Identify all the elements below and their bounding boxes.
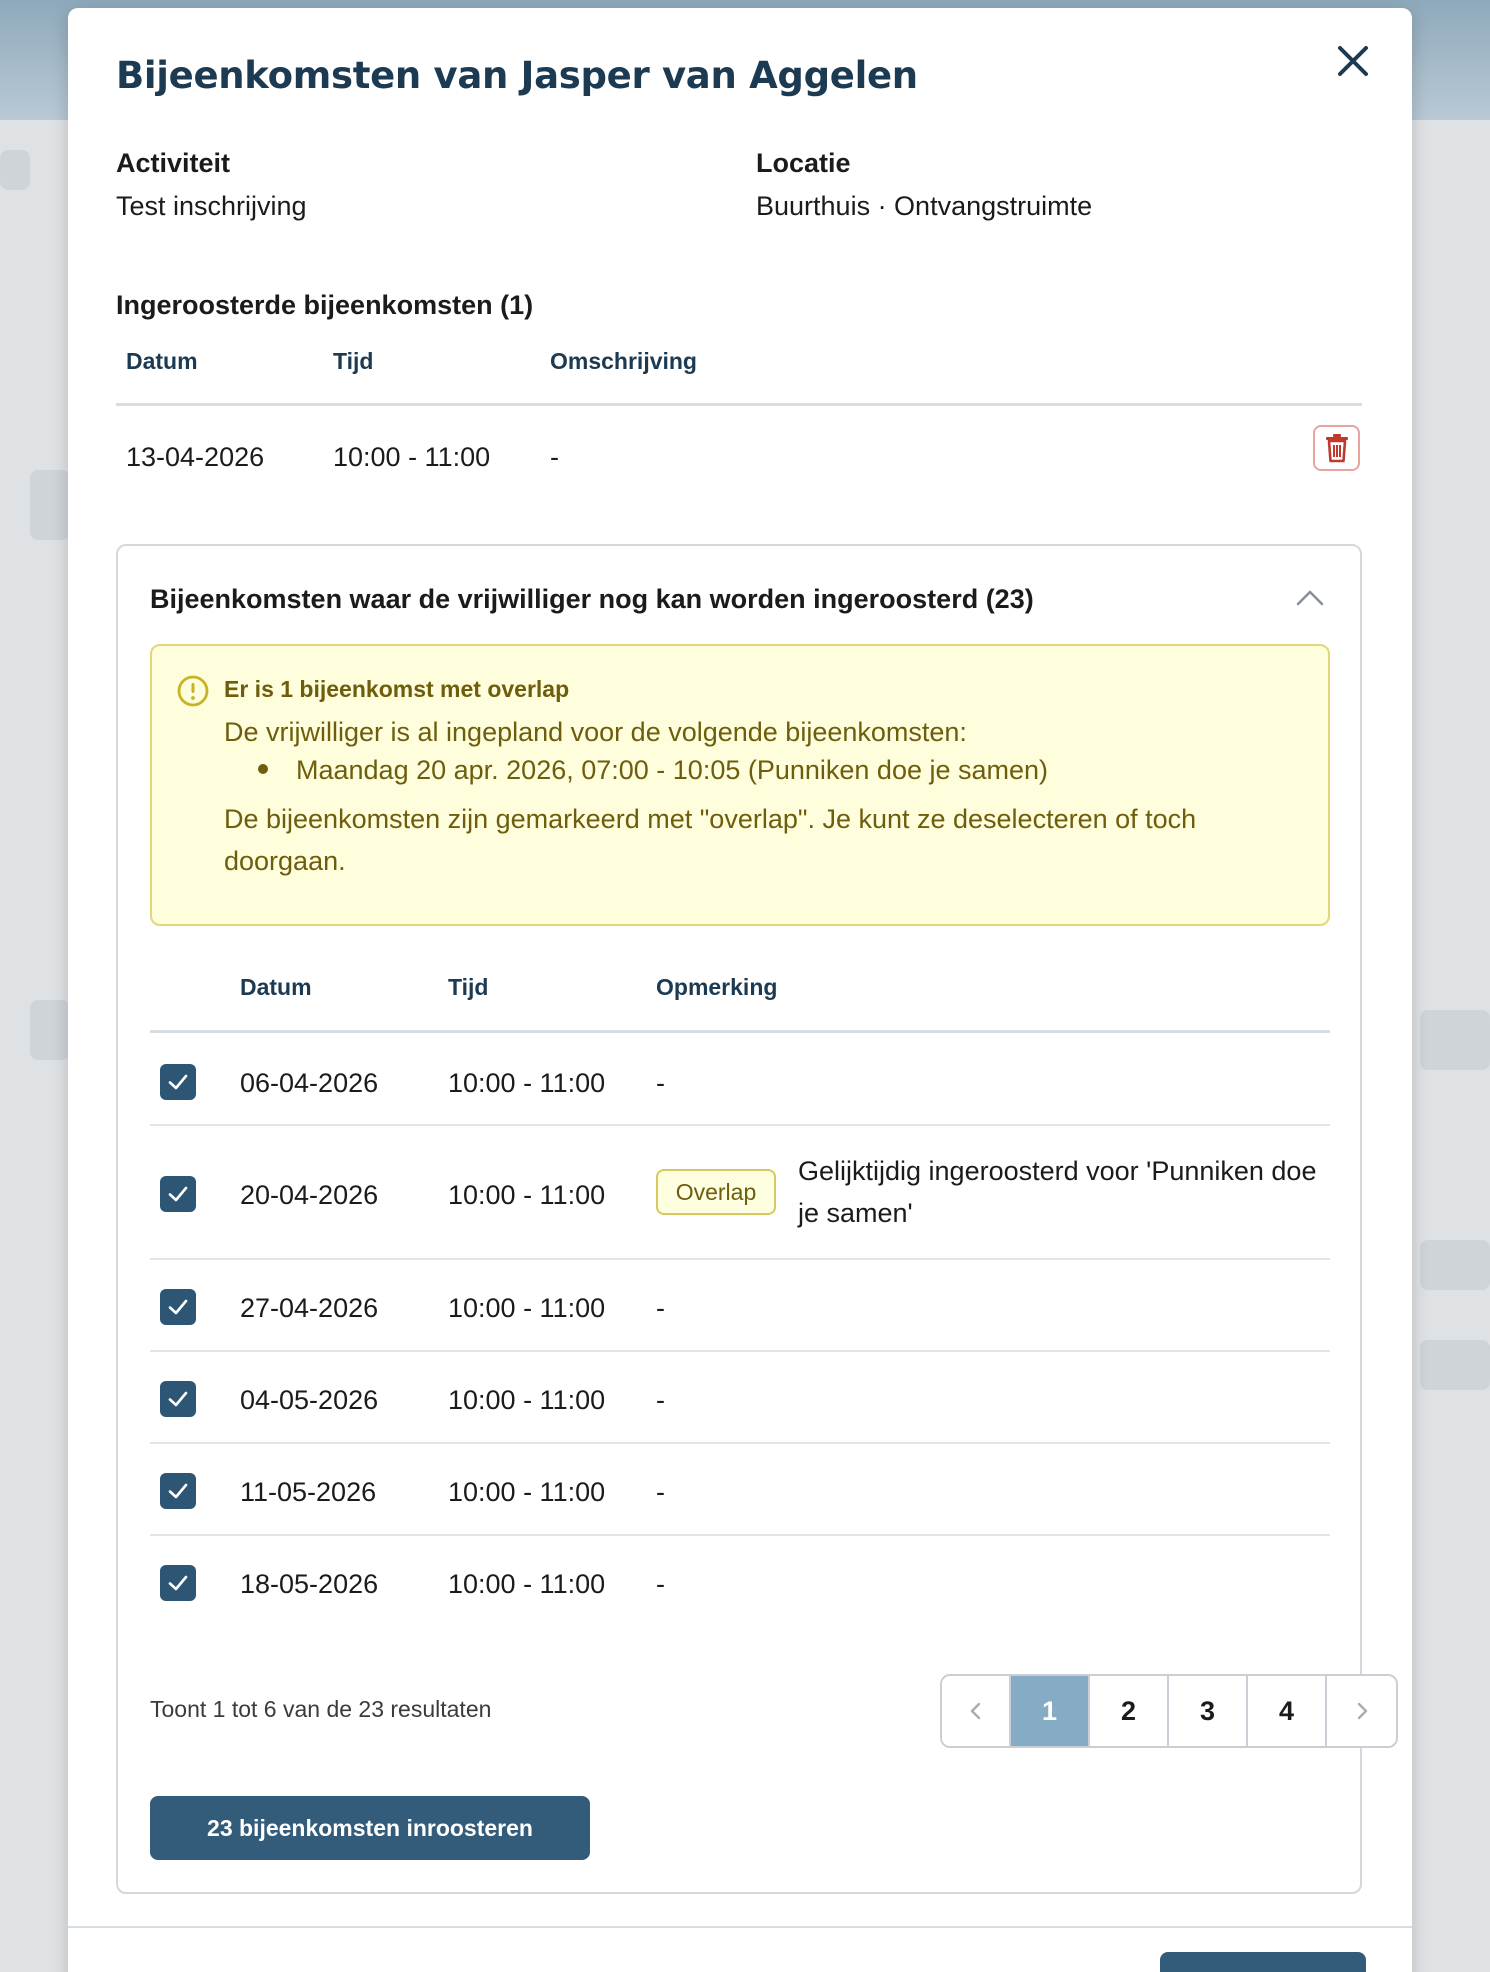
overlap-badge: Overlap (656, 1169, 776, 1215)
scheduled-row-time: 10:00 - 11:00 (333, 442, 491, 472)
pagination-page-4[interactable]: 4 (1248, 1676, 1327, 1746)
row-remark: - (656, 1569, 665, 1599)
row-remark: - (656, 1477, 665, 1507)
scheduled-col-time: Tijd (333, 348, 374, 374)
available-heading: Bijeenkomsten waar de vrijwilliger nog kan worden ingeroosterd (23) (150, 584, 1034, 614)
backdrop-block (30, 1000, 70, 1060)
chevron-left-icon (964, 1699, 988, 1723)
scheduled-row-date: 13-04-2026 (126, 442, 265, 472)
alert-footer-line1: De bijeenkomsten zijn gemarkeerd met "overlap". Je kunt ze deselecteren of toch (224, 804, 1197, 834)
available-meetings-panel (116, 544, 1362, 1894)
row-remark: Gelijktijdig ingeroosterd voor 'Punniken doe je samen' (798, 1156, 1317, 1228)
meetings-modal (68, 8, 1412, 1972)
row-checkbox[interactable] (160, 1064, 196, 1100)
row-checkbox[interactable] (160, 1565, 196, 1601)
row-checkbox[interactable] (160, 1381, 196, 1417)
close-icon (1330, 38, 1376, 84)
alert-bullet-item: Maandag 20 apr. 2026, 07:00 - 10:05 (Punniken doe je samen) (296, 755, 1049, 785)
backdrop-block (30, 470, 70, 540)
scheduled-col-date: Datum (126, 348, 198, 374)
pagination-page-2[interactable]: 2 (1090, 1676, 1169, 1746)
activity-value: Test inschrijving (116, 191, 307, 221)
row-date: 06-04-2026 (240, 1068, 379, 1098)
pagination-page-1[interactable]: 1 (1011, 1676, 1090, 1746)
scheduled-header-rule (116, 403, 1362, 406)
pagination-prev-button[interactable] (942, 1676, 1011, 1746)
close-button[interactable] (1330, 38, 1376, 84)
backdrop-block (1420, 1010, 1490, 1070)
backdrop-block (1420, 1340, 1490, 1390)
bullet-dot (258, 764, 268, 774)
row-date: 20-04-2026 (240, 1180, 379, 1210)
row-time: 10:00 - 11:00 (448, 1477, 606, 1507)
pagination-page-3[interactable]: 3 (1169, 1676, 1248, 1746)
alert-intro: De vrijwilliger is al ingepland voor de volgende bijeenkomsten: (224, 717, 967, 747)
pagination-next-button[interactable] (1327, 1676, 1396, 1746)
available-col-time: Tijd (448, 974, 489, 1000)
collapse-panel-button[interactable] (1290, 578, 1330, 618)
checkmark-icon (166, 1295, 190, 1319)
exclamation-circle-icon (176, 674, 210, 708)
row-divider (150, 1534, 1330, 1536)
modal-title: Bijeenkomsten van Jasper van Aggelen (116, 54, 918, 97)
checkmark-icon (166, 1070, 190, 1094)
row-time: 10:00 - 11:00 (448, 1180, 606, 1210)
footer-primary-button[interactable] (1160, 1952, 1366, 1972)
row-date: 04-05-2026 (240, 1385, 379, 1415)
checkmark-icon (166, 1571, 190, 1595)
checkmark-icon (166, 1387, 190, 1411)
row-remark: - (656, 1293, 665, 1323)
overlap-alert (150, 644, 1330, 926)
row-checkbox[interactable] (160, 1473, 196, 1509)
row-divider (150, 1124, 1330, 1126)
delete-meeting-button[interactable] (1313, 425, 1360, 471)
row-divider (150, 1258, 1330, 1260)
schedule-meetings-button[interactable]: 23 bijeenkomsten inroosteren (150, 1796, 590, 1860)
available-header-rule (150, 1030, 1330, 1033)
available-col-date: Datum (240, 974, 312, 1000)
row-date: 27-04-2026 (240, 1293, 379, 1323)
row-date: 18-05-2026 (240, 1569, 379, 1599)
row-checkbox[interactable] (160, 1289, 196, 1325)
location-label: Locatie (756, 148, 851, 178)
row-divider (150, 1442, 1330, 1444)
row-time: 10:00 - 11:00 (448, 1569, 606, 1599)
scheduled-col-description: Omschrijving (550, 348, 697, 374)
checkmark-icon (166, 1182, 190, 1206)
location-value: Buurthuis · Ontvangstruimte (756, 191, 1093, 221)
row-date: 11-05-2026 (240, 1477, 377, 1507)
row-checkbox[interactable] (160, 1176, 196, 1212)
backdrop-block (0, 150, 30, 190)
scheduled-row-description: - (550, 442, 559, 472)
row-time: 10:00 - 11:00 (448, 1385, 606, 1415)
row-remark: - (656, 1385, 665, 1415)
alert-footer-line2: doorgaan. (224, 846, 346, 876)
results-summary: Toont 1 tot 6 van de 23 resultaten (150, 1696, 492, 1722)
row-remark: - (656, 1068, 665, 1098)
scheduled-heading: Ingeroosterde bijeenkomsten (1) (116, 290, 534, 320)
trash-icon (1324, 433, 1350, 463)
chevron-up-icon (1290, 578, 1330, 618)
available-col-remark: Opmerking (656, 974, 778, 1000)
row-divider (150, 1350, 1330, 1352)
alert-title: Er is 1 bijeenkomst met overlap (224, 676, 570, 702)
activity-label: Activiteit (116, 148, 231, 178)
chevron-right-icon (1350, 1699, 1374, 1723)
row-time: 10:00 - 11:00 (448, 1068, 606, 1098)
modal-footer-divider (68, 1926, 1412, 1928)
row-time: 10:00 - 11:00 (448, 1293, 606, 1323)
pagination (940, 1674, 1398, 1748)
checkmark-icon (166, 1479, 190, 1503)
backdrop-block (1420, 1240, 1490, 1290)
